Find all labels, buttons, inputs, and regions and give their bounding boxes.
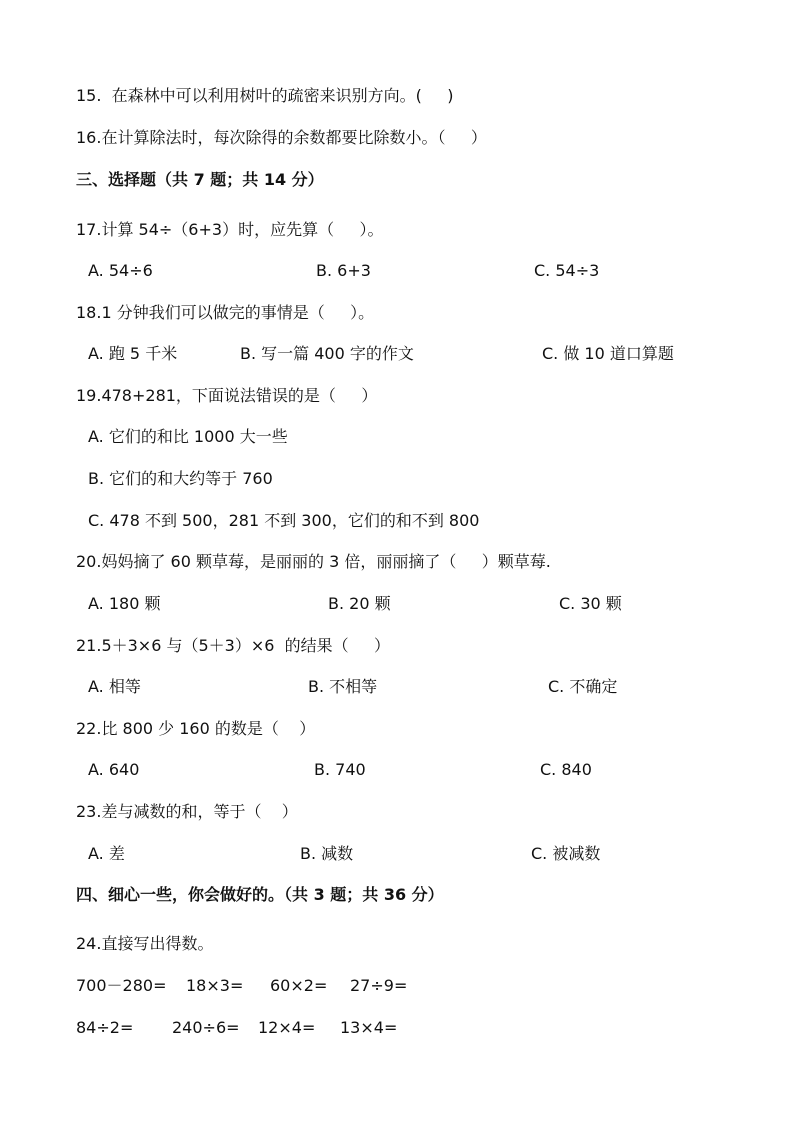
q18-option-a: A. 跑 5 千米 (88, 344, 178, 363)
q17-option-b: B. 6+3 (316, 261, 371, 280)
q22-option-c: C. 840 (540, 760, 592, 779)
question-18: 18.1 分钟我们可以做完的事情是（ ）。 (76, 303, 375, 322)
q19-option-c: C. 478 不到 500，281 不到 300，它们的和不到 800 (88, 511, 480, 530)
question-19: 19.478+281，下面说法错误的是（ ） (76, 386, 378, 405)
q17-option-a: A. 54÷6 (88, 261, 153, 280)
calc-item: 18×3= (186, 976, 244, 995)
calc-item: 240÷6= (172, 1018, 240, 1037)
question-22: 22.比 800 少 160 的数是（ ） (76, 719, 316, 738)
question-24: 24.直接写出得数。 (76, 934, 214, 953)
question-20: 20.妈妈摘了 60 颗草莓，是丽丽的 3 倍，丽丽摘了（ ）颗草莓. (76, 552, 551, 571)
q17-option-c: C. 54÷3 (534, 261, 600, 280)
q19-option-a: A. 它们的和比 1000 大一些 (88, 427, 288, 446)
question-23: 23.差与减数的和，等于（ ） (76, 802, 298, 821)
q23-option-a: A. 差 (88, 844, 125, 863)
calc-item: 27÷9= (350, 976, 408, 995)
calc-item: 700－280= (76, 976, 167, 995)
q23-option-c: C. 被减数 (531, 844, 601, 863)
q20-option-c: C. 30 颗 (559, 594, 622, 613)
question-15: 15. 在森林中可以利用树叶的疏密来识别方向。( ) (76, 86, 454, 105)
calc-item: 60×2= (270, 976, 328, 995)
section-3-heading: 三、选择题（共 7 题；共 14 分） (76, 170, 324, 189)
question-21: 21.5＋3×6 与（5＋3）×6 的结果（ ） (76, 636, 391, 655)
q21-option-b: B. 不相等 (308, 677, 378, 696)
q18-option-b: B. 写一篇 400 字的作文 (240, 344, 414, 363)
section-4-heading: 四、细心一些，你会做好的。（共 3 题；共 36 分） (76, 885, 444, 904)
q19-option-b: B. 它们的和大约等于 760 (88, 469, 273, 488)
q20-option-b: B. 20 颗 (328, 594, 391, 613)
question-16: 16.在计算除法时，每次除得的余数都要比除数小。（ ） (76, 128, 487, 147)
q18-option-c: C. 做 10 道口算题 (542, 344, 674, 363)
q22-option-a: A. 640 (88, 760, 140, 779)
q22-option-b: B. 740 (314, 760, 366, 779)
calc-item: 84÷2= (76, 1018, 134, 1037)
q21-option-a: A. 相等 (88, 677, 141, 696)
calc-item: 13×4= (340, 1018, 398, 1037)
q23-option-b: B. 减数 (300, 844, 354, 863)
calc-item: 12×4= (258, 1018, 316, 1037)
q20-option-a: A. 180 颗 (88, 594, 161, 613)
q21-option-c: C. 不确定 (548, 677, 618, 696)
question-17: 17.计算 54÷（6+3）时，应先算（ ）。 (76, 220, 384, 239)
